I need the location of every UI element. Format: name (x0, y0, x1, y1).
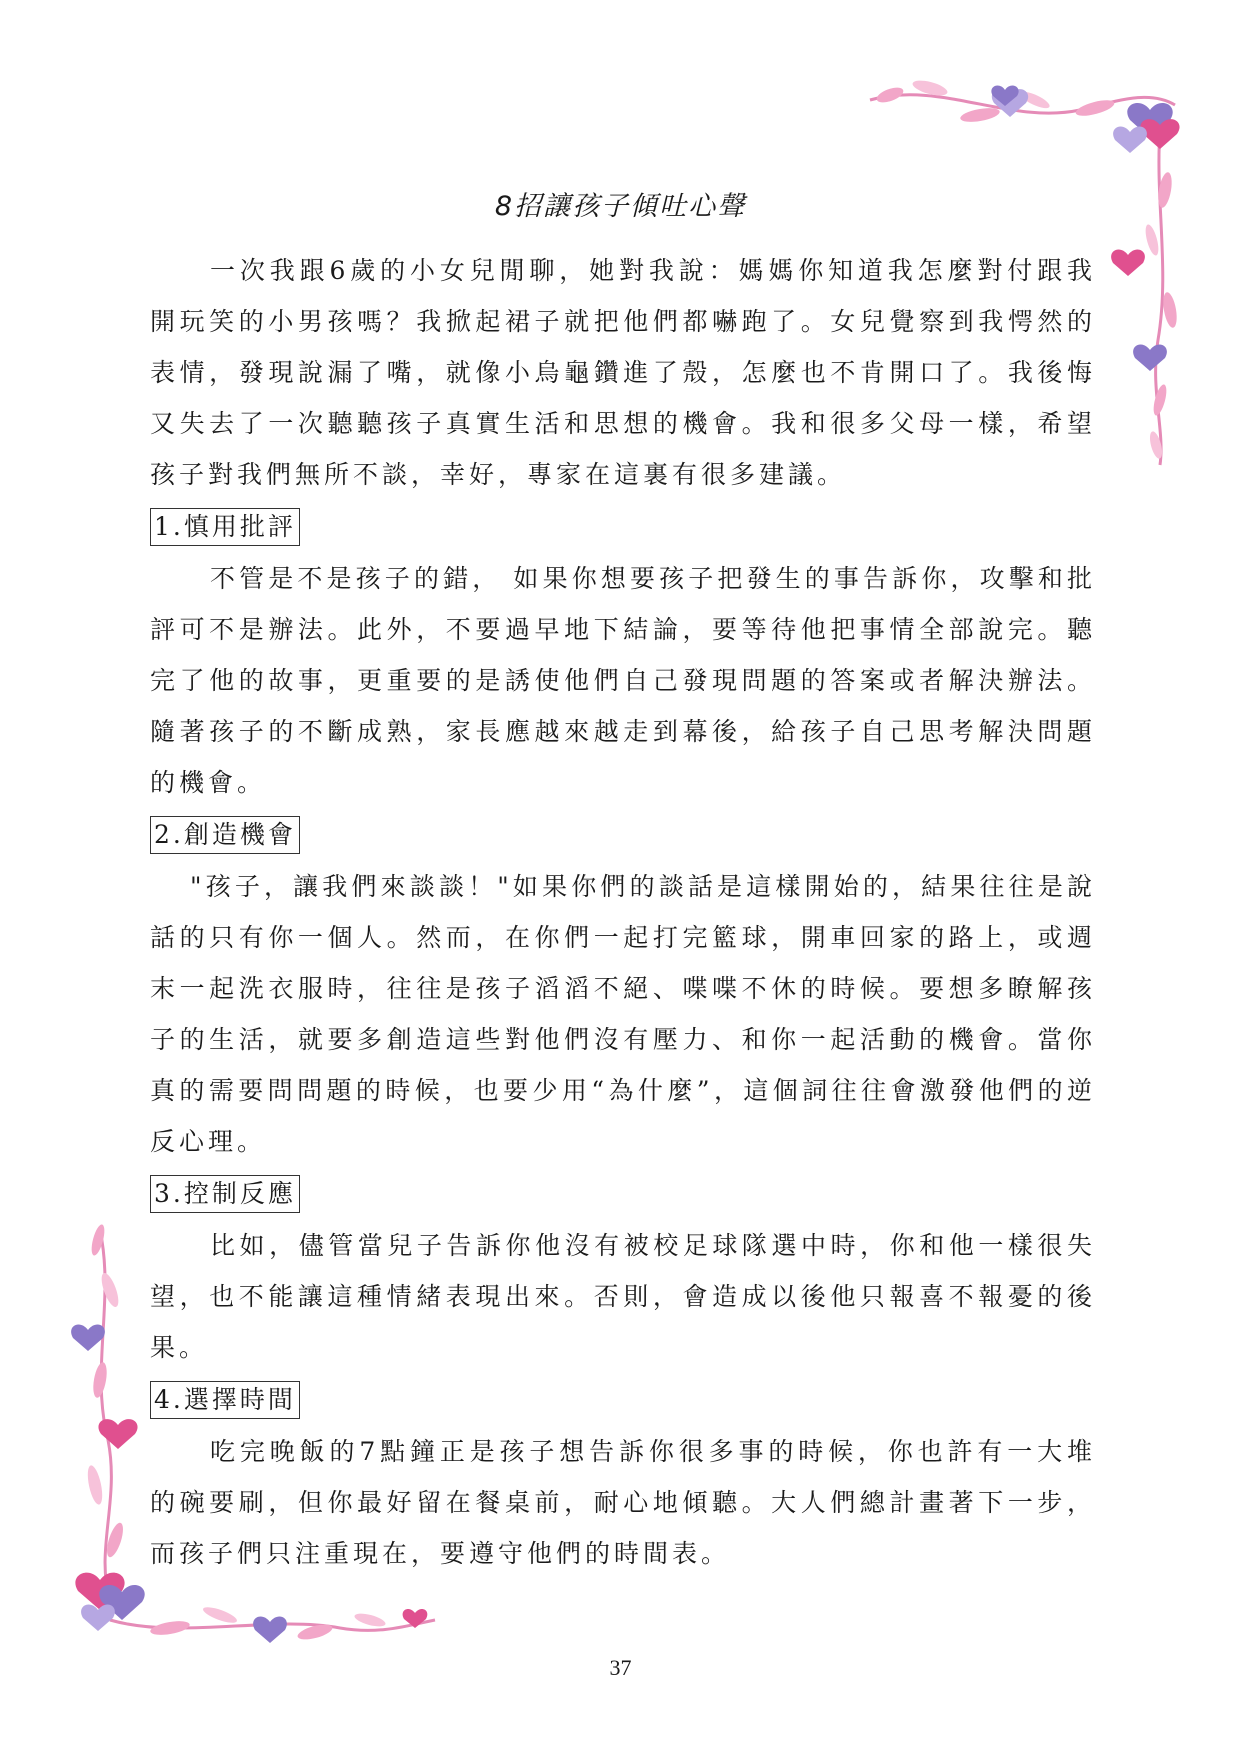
section-heading-4: 4.選擇時間 (150, 1381, 300, 1419)
intro-paragraph: 一次我跟6歲的小女兒閒聊，她對我說：媽媽你知道我怎麼對付跟我開玩笑的小男孩嗎？我掀起裙子就把他們都嚇跑了。女兒覺察到我愕然的表情，發現說漏了嘴，就像小烏龜鑽進了殼，怎麼也不肯開口了。我後悔又失去了一次聽聽孩子真實生活和思想的機會。我和很多父母一樣，希望孩子對我們無所不談，幸好，專家在這裏有很多建議。 (150, 256, 1096, 489)
section-heading-3: 3.控制反應 (150, 1175, 300, 1213)
section-body-4: 吃完晚飯的7點鐘正是孩子想告訴你很多事的時候，你也許有一大堆的碗要刷，但你最好留在餐桌前，耐心地傾聽。大人們總計畫著下一步，而孩子們只注重現在，要遵守他們的時間表。 (150, 1437, 1096, 1568)
section-heading-1: 1.慎用批評 (150, 508, 300, 546)
page-title: 8招讓孩子傾吐心聲 (494, 191, 747, 222)
section-heading-2: 2.創造機會 (150, 816, 300, 854)
section-body-1: 不管是不是孩子的錯， 如果你想要孩子把發生的事告訴你，攻擊和批評可不是辦法。此外，不要過早地下結論，要等待他把事情全部說完。聽完了他的故事，更重要的是誘使他們自己發現問題的答案或者解決辦法。隨著孩子的不斷成熟，家長應越來越走到幕後，給孩子自己思考解決問題的機會。 (150, 564, 1096, 797)
article-body (150, 245, 1096, 1579)
section-body-2: "孩子，讓我們來談談！"如果你們的談話是這樣開始的，結果往往是說話的只有你一個人。然而，在你們一起打完籃球，開車回家的路上，或週末一起洗衣服時，往往是孩子滔滔不絕、喋喋不休的時候。要想多瞭解孩子的生活，就要多創造這些對他們沒有壓力、和你一起活動的機會。當你真的需要問問題的時候，也要少用“為什麼”，這個詞往往會激發他們的逆反心理。 (150, 872, 1096, 1156)
page-number: 37 (609, 1655, 632, 1680)
section-body-3: 比如，儘管當兒子告訴你他沒有被校足球隊選中時，你和他一樣很失望，也不能讓這種情緒表現出來。否則，會造成以後他只報喜不報憂的後果。 (150, 1231, 1096, 1362)
